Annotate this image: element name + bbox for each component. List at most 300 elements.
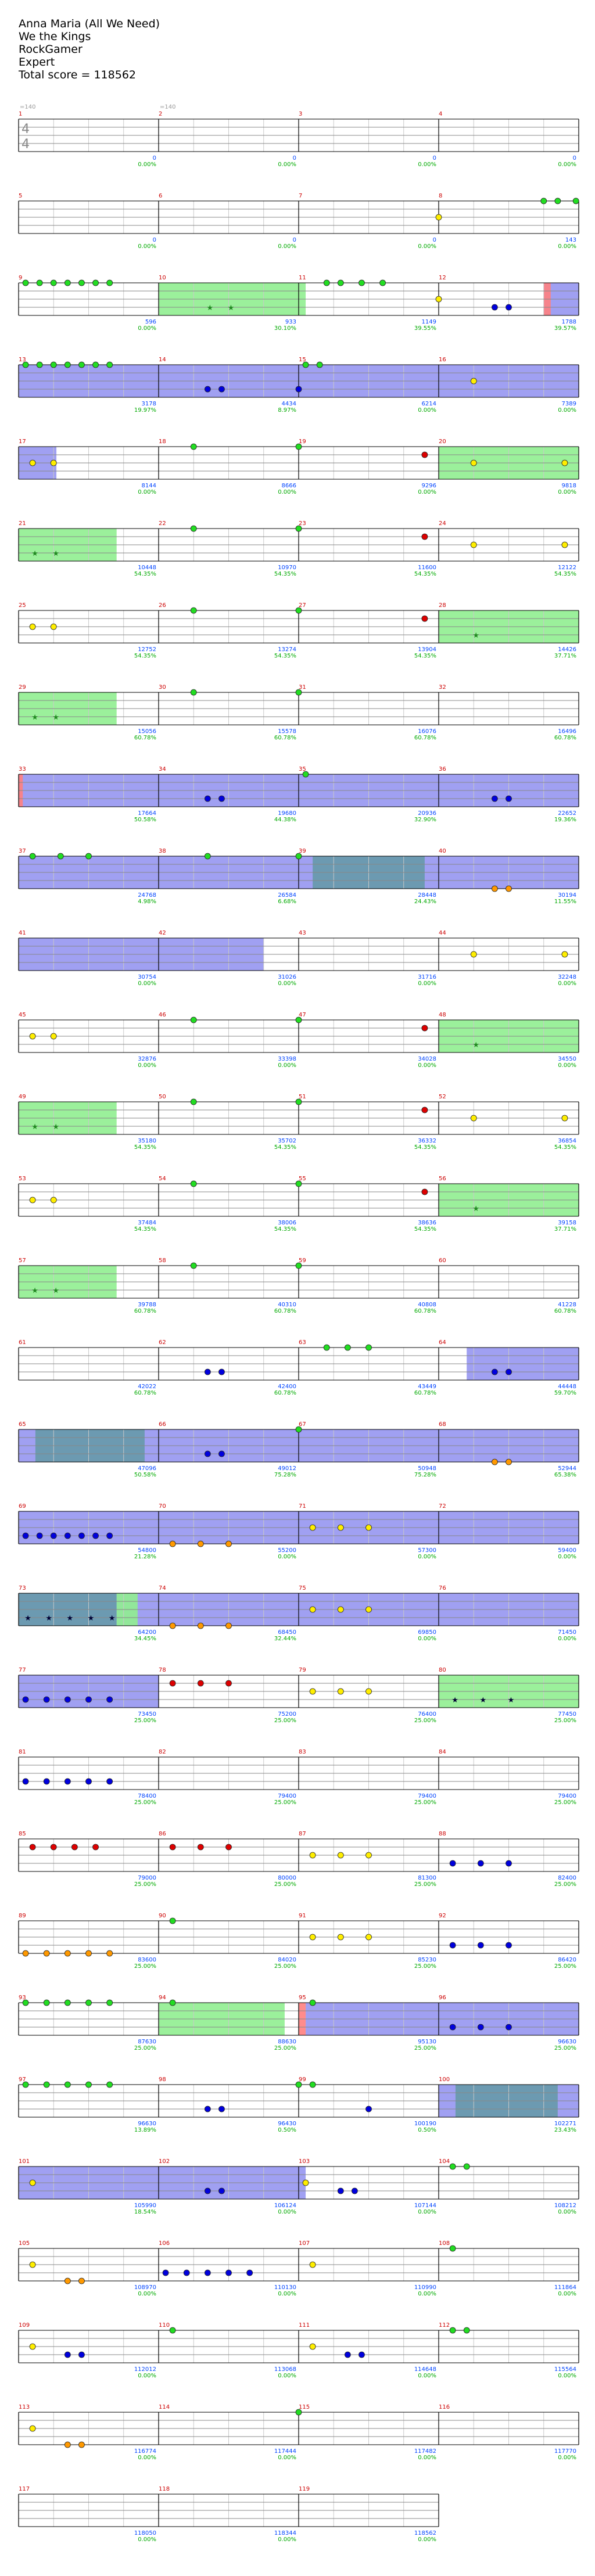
measure-score: 79400 (418, 1793, 436, 1799)
measure-score: 111864 (554, 2284, 576, 2291)
note-b (450, 1942, 456, 1948)
measure-number: 25 (19, 602, 26, 609)
measure-score: 35180 (138, 1138, 156, 1144)
note-g (86, 2082, 92, 2088)
measure-percent: 0.50% (418, 2127, 436, 2133)
measure-score: 35702 (278, 1138, 296, 1144)
note-g (51, 362, 56, 368)
measure-score: 80000 (278, 1875, 296, 1881)
measure-score: 3178 (141, 401, 156, 407)
measure-number: 111 (299, 2322, 310, 2329)
measure-score: 59400 (558, 1547, 576, 1554)
measure-percent: 0.00% (418, 1062, 436, 1069)
note-y (436, 296, 442, 302)
measure-score: 100190 (414, 2121, 436, 2127)
measure-percent: 65.38% (554, 1472, 576, 1478)
note-g (191, 444, 196, 450)
note-b (492, 796, 497, 802)
note-g (310, 2000, 316, 2006)
note-r (170, 1844, 175, 1850)
note-b (23, 1533, 28, 1539)
measure-percent: 25.00% (274, 1963, 296, 1970)
note-g (191, 1017, 196, 1023)
star-note: ★ (31, 1287, 38, 1295)
note-y (471, 378, 476, 384)
note-b (107, 1779, 113, 1784)
measure-score: 0 (572, 155, 576, 161)
measure-percent: 0.00% (558, 2455, 576, 2461)
measure-percent: 0.00% (138, 2455, 156, 2461)
note-g (324, 280, 329, 286)
note-b (205, 1369, 210, 1375)
measure-percent: 54.35% (134, 1144, 156, 1151)
measure-percent: 0.00% (138, 1062, 156, 1069)
measure-percent: 25.00% (274, 1881, 296, 1888)
note-r (170, 1680, 175, 1686)
note-g (450, 2246, 456, 2251)
measure-score: 15056 (138, 728, 156, 735)
measure-number: 47 (299, 1012, 306, 1018)
note-b (64, 1533, 70, 1539)
note-r (422, 1107, 428, 1113)
measure-percent: 0.00% (558, 161, 576, 168)
note-g (317, 362, 322, 368)
measure-number: 94 (159, 1995, 166, 2001)
measure-score: 39788 (138, 1302, 156, 1308)
note-g (324, 1345, 329, 1350)
measure-score: 42022 (138, 1384, 156, 1390)
note-b (23, 1697, 28, 1702)
measure-number: 17 (19, 439, 26, 445)
measure-percent: 60.78% (274, 1308, 296, 1314)
measure-percent: 25.00% (554, 1881, 576, 1888)
measure-number: 59 (299, 1258, 306, 1264)
measure-score: 34550 (558, 1056, 576, 1062)
note-b (205, 2270, 210, 2276)
measure-score: 4434 (281, 401, 296, 407)
note-b (64, 1697, 70, 1702)
note-b (51, 1533, 56, 1539)
note-b (205, 796, 210, 802)
star-note: ★ (52, 713, 60, 722)
measure-score: 1149 (421, 319, 436, 325)
note-o (492, 1459, 497, 1465)
measure-percent: 0.00% (278, 980, 296, 987)
measure-number: 44 (439, 930, 446, 936)
measure-percent: 0.00% (138, 243, 156, 250)
measure-score: 85230 (418, 1957, 436, 1963)
note-g (555, 198, 561, 204)
note-y (30, 2262, 35, 2268)
note-r (422, 616, 428, 621)
measure-percent: 50.58% (134, 817, 156, 823)
note-y (51, 1197, 56, 1203)
note-r (422, 1189, 428, 1195)
star-note: ★ (507, 1696, 515, 1705)
measure-score: 6214 (421, 401, 436, 407)
measure-number: 72 (439, 1503, 446, 1510)
measure-number: 75 (299, 1585, 306, 1591)
measure-number: 88 (439, 1831, 446, 1837)
note-o (64, 2278, 70, 2284)
measure-number: 100 (439, 2076, 450, 2083)
measure-number: 55 (299, 1176, 306, 1182)
note-g (93, 362, 99, 368)
note-b (218, 1369, 224, 1375)
note-o (226, 1623, 232, 1629)
measure-percent: 0.00% (558, 407, 576, 414)
measure-score: 10448 (138, 565, 156, 571)
measure-score: 30194 (558, 892, 576, 899)
note-o (226, 1541, 232, 1547)
note-b (205, 2106, 210, 2112)
star-note: ★ (108, 1614, 116, 1623)
note-b (163, 2270, 169, 2276)
measure-percent: 54.35% (134, 653, 156, 659)
measure-score: 16496 (558, 728, 576, 735)
measure-number: 41 (19, 930, 26, 936)
measure-score: 78400 (138, 1793, 156, 1799)
measure-percent: 54.35% (134, 571, 156, 577)
measure-percent: 18.54% (134, 2209, 156, 2215)
measure-number: 38 (159, 848, 166, 854)
note-g (310, 2082, 316, 2088)
note-y (436, 214, 442, 220)
measure-score: 42400 (278, 1384, 296, 1390)
note-y (471, 1115, 476, 1121)
note-b (506, 1860, 512, 1866)
measure-percent: 25.00% (134, 1963, 156, 1970)
measure-number: 66 (159, 1421, 166, 1428)
measure-number: 51 (299, 1094, 306, 1100)
measure-number: 80 (439, 1667, 446, 1673)
note-g (573, 198, 579, 204)
measure-percent: 60.78% (554, 1308, 576, 1314)
measure-percent: 54.35% (134, 1226, 156, 1233)
song-artist: We the Kings (19, 30, 91, 43)
measure-score: 55200 (278, 1547, 296, 1554)
measure-percent: 0.00% (418, 980, 436, 987)
measure-score: 19680 (278, 810, 296, 817)
note-g (107, 280, 113, 286)
measure-score: 0 (292, 237, 296, 243)
note-g (464, 2164, 469, 2169)
measure-percent: 54.35% (414, 571, 436, 577)
note-g (107, 2000, 113, 2006)
measure-number: 68 (439, 1421, 446, 1428)
total-score-label: Total score = (19, 69, 94, 81)
measure-percent: 0.00% (138, 489, 156, 495)
measure-percent: 54.35% (274, 653, 296, 659)
note-y (338, 1525, 343, 1530)
measure-score: 54800 (138, 1547, 156, 1554)
note-g (359, 280, 364, 286)
measure-score: 57300 (418, 1547, 436, 1554)
measure-percent: 19.97% (134, 407, 156, 414)
measure-number: 103 (299, 2158, 310, 2165)
measure-score: 118562 (414, 2530, 436, 2537)
note-g (107, 2082, 113, 2088)
difficulty: Expert (19, 56, 55, 69)
note-g (58, 853, 63, 859)
song-title: Anna Maria (All We Need) (19, 17, 160, 30)
measure-percent: 0.00% (418, 2209, 436, 2215)
note-r (226, 1844, 232, 1850)
measure-number: 106 (159, 2240, 170, 2247)
measure-number: 84 (439, 1749, 446, 1755)
measure-percent: 0.00% (418, 1636, 436, 1642)
note-b (44, 1697, 49, 1702)
tempo-marker: =140 (20, 104, 36, 110)
measure-percent: 0.00% (138, 325, 156, 332)
measure-number: 5 (19, 193, 23, 199)
note-o (23, 1950, 28, 1956)
measure-number: 36 (439, 766, 446, 773)
measure-number: 102 (159, 2158, 170, 2165)
measure-percent: 37.71% (554, 653, 576, 659)
note-y (471, 951, 476, 957)
measure-score: 0 (432, 237, 436, 243)
measure-percent: 59.70% (554, 1390, 576, 1396)
note-y (366, 1934, 372, 1940)
star-note: ★ (66, 1614, 74, 1623)
measure-score: 26584 (278, 892, 296, 899)
measure-percent: 54.35% (554, 571, 576, 577)
note-y (51, 460, 56, 466)
note-g (64, 362, 70, 368)
note-b (218, 2188, 224, 2194)
note-b (205, 1451, 210, 1457)
note-g (191, 1181, 196, 1187)
note-y (51, 624, 56, 630)
note-y (310, 1688, 316, 1694)
measure-percent: 60.78% (414, 1390, 436, 1396)
measure-score: 12752 (138, 646, 156, 653)
measure-percent: 25.00% (554, 1799, 576, 1806)
measure-number: 64 (439, 1339, 446, 1346)
note-g (64, 2000, 70, 2006)
measure-score: 50948 (418, 1465, 436, 1472)
measure-score: 76400 (418, 1711, 436, 1718)
measure-percent: 0.00% (138, 2291, 156, 2297)
measure-percent: 25.00% (554, 1718, 576, 1724)
measure-percent: 54.35% (274, 571, 296, 577)
note-y (310, 1934, 316, 1940)
note-b (506, 1942, 512, 1948)
star-note: ★ (31, 549, 38, 558)
note-o (506, 886, 512, 892)
note-g (37, 362, 42, 368)
measure-number: 29 (19, 684, 26, 691)
measure-score: 31026 (278, 974, 296, 980)
measure-number: 30 (159, 684, 166, 691)
note-b (338, 2188, 343, 2194)
note-o (44, 1950, 49, 1956)
measure-number: 33 (19, 766, 26, 773)
measure-score: 86420 (558, 1957, 576, 1963)
measure-number: 42 (159, 930, 166, 936)
measure-percent: 25.00% (554, 1963, 576, 1970)
note-g (191, 608, 196, 613)
measure-number: 83 (299, 1749, 306, 1755)
measure-percent: 0.00% (138, 2537, 156, 2543)
measure-score: 64200 (138, 1629, 156, 1636)
note-b (86, 1779, 92, 1784)
measure-score: 30754 (138, 974, 156, 980)
measure-number: 21 (19, 520, 26, 527)
measure-number: 79 (299, 1667, 306, 1673)
note-b (478, 1942, 483, 1948)
measure-number: 114 (159, 2404, 170, 2410)
measure-score: 596 (145, 319, 156, 325)
measure-number: 2 (159, 111, 163, 117)
star-note: ★ (472, 1205, 480, 1213)
measure-percent: 21.28% (134, 1554, 156, 1560)
measure-percent: 0.00% (558, 980, 576, 987)
note-o (64, 1950, 70, 1956)
note-b (44, 1779, 49, 1784)
tempo-marker: =140 (160, 104, 176, 110)
note-b (450, 2024, 456, 2030)
note-g (78, 362, 84, 368)
measure-percent: 60.78% (414, 735, 436, 741)
measure-score: 12122 (558, 565, 576, 571)
note-g (170, 2000, 175, 2006)
measure-score: 96430 (278, 2121, 296, 2127)
measure-percent: 25.00% (274, 1799, 296, 1806)
note-g (51, 280, 56, 286)
measure-score: 36332 (418, 1138, 436, 1144)
note-g (44, 2082, 49, 2088)
note-g (380, 280, 386, 286)
measure-number: 39 (299, 848, 306, 854)
measure-score: 102271 (554, 2121, 576, 2127)
measure-score: 24768 (138, 892, 156, 899)
measure-percent: 23.43% (554, 2127, 576, 2133)
measure-score: 40808 (418, 1302, 436, 1308)
measure-number: 96 (439, 1995, 446, 2001)
star-note: ★ (31, 713, 38, 722)
measure-percent: 13.89% (134, 2127, 156, 2133)
measure-score: 13274 (278, 646, 296, 653)
star-note: ★ (451, 1696, 458, 1705)
note-b (93, 1533, 99, 1539)
note-b (359, 2352, 364, 2358)
note-y (366, 1852, 372, 1858)
note-g (170, 1918, 175, 1924)
measure-number: 23 (299, 520, 306, 527)
measure-score: 36854 (558, 1138, 576, 1144)
measure-number: 35 (299, 766, 306, 773)
measure-score: 52944 (558, 1465, 576, 1472)
measure-score: 82400 (558, 1875, 576, 1881)
measure-percent: 25.00% (414, 1881, 436, 1888)
note-b (218, 1451, 224, 1457)
measure-percent: 60.78% (274, 735, 296, 741)
measure-percent: 75.28% (274, 1472, 296, 1478)
measure-number: 19 (299, 439, 306, 445)
note-b (64, 2352, 70, 2358)
measure-percent: 0.00% (558, 2209, 576, 2215)
total-score-value: 118562 (94, 69, 136, 81)
measure-score: 110990 (414, 2284, 436, 2291)
game-name: RockGamer (19, 43, 83, 56)
measure-percent: 0.00% (558, 489, 576, 495)
measure-score: 110130 (274, 2284, 296, 2291)
measure-number: 18 (159, 439, 166, 445)
measure-number: 13 (19, 357, 26, 363)
note-y (338, 1934, 343, 1940)
measure-number: 108 (439, 2240, 450, 2247)
measure-number: 91 (299, 1913, 306, 1919)
measure-percent: 0.00% (418, 2537, 436, 2543)
star-note: ★ (472, 631, 480, 640)
measure-score: 43449 (418, 1384, 436, 1390)
measure-percent: 0.00% (558, 243, 576, 250)
measure-score: 108212 (554, 2203, 576, 2209)
note-y (338, 1852, 343, 1858)
measure-percent: 6.68% (278, 899, 296, 905)
measure-number: 98 (159, 2076, 166, 2083)
measure-number: 48 (439, 1012, 446, 1018)
measure-score: 39158 (558, 1220, 576, 1226)
note-r (422, 452, 428, 458)
measure-score: 9296 (421, 483, 436, 489)
note-b (247, 2270, 253, 2276)
measure-number: 70 (159, 1503, 166, 1510)
measure-number: 90 (159, 1913, 166, 1919)
measure-percent: 25.00% (134, 1718, 156, 1724)
measure-number: 40 (439, 848, 446, 854)
note-y (30, 1197, 35, 1203)
measure-number: 118 (159, 2486, 170, 2492)
measure-percent: 0.00% (418, 243, 436, 250)
measure-score: 81300 (418, 1875, 436, 1881)
note-g (93, 280, 99, 286)
note-b (366, 2106, 372, 2112)
measure-score: 84020 (278, 1957, 296, 1963)
measure-number: 60 (439, 1258, 446, 1264)
measure-number: 87 (299, 1831, 306, 1837)
note-r (30, 1844, 35, 1850)
measure-percent: 60.78% (134, 1390, 156, 1396)
measure-percent: 25.00% (554, 2045, 576, 2052)
measure-score: 10970 (278, 565, 296, 571)
star-note: ★ (52, 549, 60, 558)
star-note: ★ (479, 1696, 487, 1705)
measure-score: 0 (152, 155, 156, 161)
measure-percent: 44.38% (274, 817, 296, 823)
note-b (107, 1533, 113, 1539)
note-y (310, 1607, 316, 1612)
note-r (93, 1844, 99, 1850)
measure-number: 28 (439, 602, 446, 609)
note-y (310, 1525, 316, 1530)
measure-score: 20936 (418, 810, 436, 817)
measure-number: 99 (299, 2076, 306, 2083)
measure-number: 37 (19, 848, 26, 854)
note-o (107, 1950, 113, 1956)
note-y (30, 460, 35, 466)
note-y (310, 2344, 316, 2349)
measure-percent: 32.90% (414, 817, 436, 823)
measure-percent: 0.00% (278, 2373, 296, 2379)
measure-number: 54 (159, 1176, 166, 1182)
measure-number: 65 (19, 1421, 26, 1428)
note-b (506, 1369, 512, 1375)
measure-number: 43 (299, 930, 306, 936)
note-b (226, 2270, 232, 2276)
